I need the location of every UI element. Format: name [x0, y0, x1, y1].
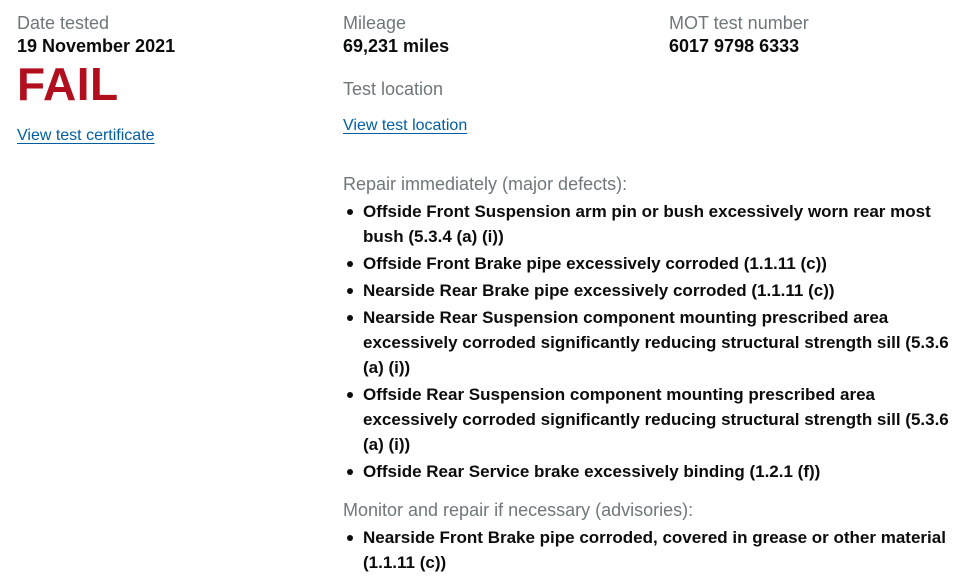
- major-defects-section: [343, 173, 963, 486]
- major-defects-title: Repair immediately (major defects):: [343, 174, 628, 194]
- view-test-location-link[interactable]: View test location: [343, 117, 468, 134]
- date-tested-label: Date tested: [17, 13, 110, 33]
- advisories-section: [343, 499, 963, 577]
- defect-item: Nearside Rear Suspension component mounting prescribed area excessively corroded significantly reducing structural strength sill (5.3.6 (a) (i)): [363, 305, 963, 380]
- defect-item: Offside Front Brake pipe excessively corroded (1.1.11 (c)): [363, 251, 963, 276]
- defect-item: Offside Rear Suspension component mounting prescribed area excessively corroded significantly reducing structural strength sill (5.3.6 (a) (i)): [363, 382, 963, 457]
- date-tested-value: 19 November 2021: [17, 36, 176, 56]
- defect-item: Offside Rear Service brake excessively binding (1.2.1 (f)): [363, 459, 963, 484]
- mileage-label: Mileage: [343, 13, 407, 33]
- mileage-value: 69,231 miles: [343, 36, 450, 56]
- advisories-list: [343, 525, 963, 575]
- mot-test-number-value: 6017 9798 6333: [669, 36, 800, 56]
- advisories-title: Monitor and repair if necessary (advisories):: [343, 500, 694, 520]
- defect-item: Offside Front Suspension arm pin or bush excessively worn rear most bush (5.3.4 (a) (i)): [363, 199, 963, 249]
- test-location-label: Test location: [343, 79, 444, 99]
- major-defects-list: [343, 199, 963, 484]
- test-result-fail: FAIL: [17, 58, 119, 110]
- view-test-certificate-link[interactable]: View test certificate: [17, 127, 155, 144]
- advisory-item: Nearside Front Brake pipe corroded, covered in grease or other material (1.1.11 (c)): [363, 525, 963, 575]
- mot-number-column: [669, 12, 959, 58]
- test-summary-column: [17, 12, 317, 144]
- mot-test-number-label: MOT test number: [669, 13, 809, 33]
- defect-item: Nearside Rear Brake pipe excessively corroded (1.1.11 (c)): [363, 278, 963, 303]
